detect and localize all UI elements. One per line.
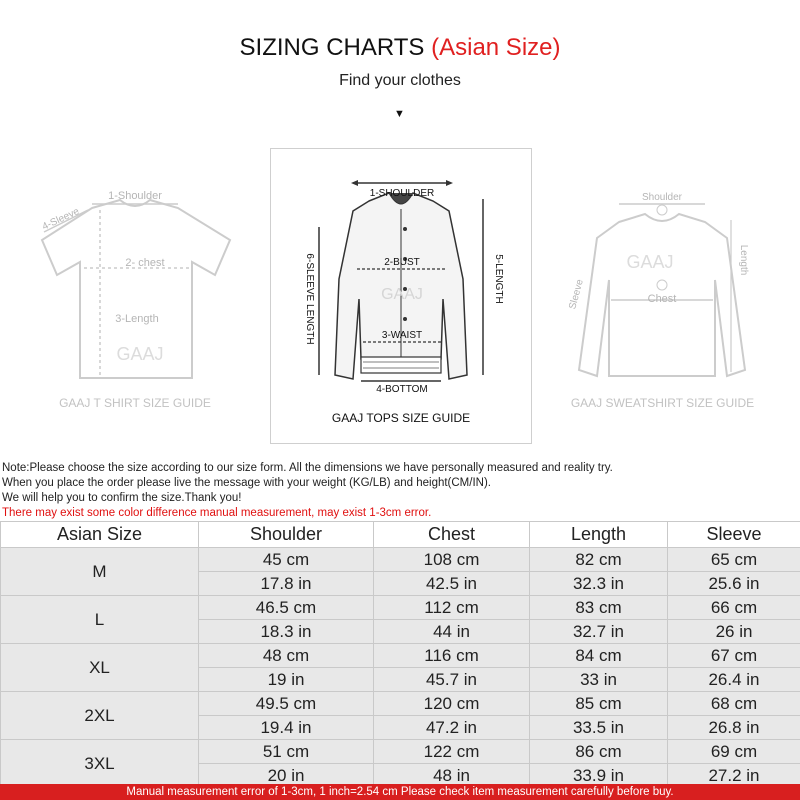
table-cell: 44 in — [374, 620, 530, 644]
sweatshirt-guide-caption: GAAJ SWEATSHIRT SIZE GUIDE — [570, 396, 755, 410]
size-table — [0, 521, 800, 788]
table-cell: 26.8 in — [668, 716, 800, 740]
tops-waist-label: 3-WAIST — [381, 330, 423, 341]
sweatshirt-brand-watermark: GAAJ — [626, 252, 674, 272]
table-cell: 68 cm — [668, 692, 800, 716]
tops-bust-label: 2-BUST — [384, 257, 420, 268]
table-cell: 51 cm — [199, 740, 374, 764]
size-cell: M — [1, 548, 199, 596]
tshirt-shoulder-label: 1-Shoulder — [108, 190, 162, 202]
tshirt-chest-label: 2- chest — [125, 257, 165, 269]
size-cell: L — [1, 596, 199, 644]
down-arrow-icon: ▼ — [394, 108, 405, 120]
table-cell: 85 cm — [530, 692, 668, 716]
title-main: SIZING CHARTS — [239, 34, 425, 61]
jacket-outline-icon — [271, 149, 531, 443]
tshirt-length-label: 3-Length — [115, 313, 159, 325]
table-cell: 69 cm — [668, 740, 800, 764]
table-cell: 84 cm — [530, 644, 668, 668]
table-cell: 33.9 in — [530, 764, 668, 788]
table-row — [1, 644, 800, 668]
table-row — [1, 740, 800, 764]
header-chest: Chest — [374, 522, 530, 548]
sweatshirt-size-guide — [555, 180, 770, 420]
tshirt-outline-icon — [30, 180, 240, 420]
tshirt-sleeve-label: 4-Sleeve — [40, 206, 82, 233]
note-line-3: We will help you to confirm the size.Thank you! — [2, 492, 242, 504]
table-cell: 65 cm — [668, 548, 800, 572]
table-cell: 32.7 in — [530, 620, 668, 644]
table-row — [1, 596, 800, 620]
notes-block — [2, 461, 798, 521]
tshirt-guide-caption: GAAJ T SHIRT SIZE GUIDE — [59, 396, 211, 410]
table-cell: 47.2 in — [374, 716, 530, 740]
table-cell: 67 cm — [668, 644, 800, 668]
size-cell: 3XL — [1, 740, 199, 788]
note-line-2: When you place the order please live the message with your weight (KG/LB) and height(CM/IN). — [2, 477, 491, 489]
table-cell: 42.5 in — [374, 572, 530, 596]
sweatshirt-sleeve-label: Sleeve — [567, 278, 586, 311]
table-header-row — [1, 522, 800, 548]
sweatshirt-length-label: Length — [738, 244, 749, 276]
table-cell: 86 cm — [530, 740, 668, 764]
table-cell: 82 cm — [530, 548, 668, 572]
table-cell: 83 cm — [530, 596, 668, 620]
tops-shoulder-label: 1-SHOULDER — [369, 188, 435, 199]
footer-banner: Manual measurement error of 1-3cm, 1 inch=2.54 cm Please check item measurement carefully before buy. — [0, 784, 800, 800]
tops-size-guide — [270, 148, 532, 444]
table-cell: 116 cm — [374, 644, 530, 668]
table-cell: 17.8 in — [199, 572, 374, 596]
table-cell: 33 in — [530, 668, 668, 692]
tops-guide-caption: GAAJ TOPS SIZE GUIDE — [331, 411, 471, 425]
sweatshirt-chest-label: Chest — [647, 293, 677, 305]
table-cell: 45.7 in — [374, 668, 530, 692]
tshirt-brand-watermark: GAAJ — [116, 344, 164, 364]
title-highlight: (Asian Size) — [431, 34, 561, 61]
table-cell: 26.4 in — [668, 668, 800, 692]
header-length: Length — [530, 522, 668, 548]
sweatshirt-outline-icon — [555, 180, 770, 420]
table-cell: 20 in — [199, 764, 374, 788]
tops-length-label: 5-LENGTH — [493, 254, 504, 304]
header-shoulder: Shoulder — [199, 522, 374, 548]
table-cell: 26 in — [668, 620, 800, 644]
table-cell: 48 in — [374, 764, 530, 788]
table-cell: 66 cm — [668, 596, 800, 620]
table-row — [1, 548, 800, 572]
table-cell: 49.5 cm — [199, 692, 374, 716]
table-cell: 19.4 in — [199, 716, 374, 740]
note-warning: There may exist some color difference manual measurement, may exist 1-3cm error. — [2, 507, 432, 519]
page-title — [0, 34, 800, 62]
page-subtitle: Find your clothes — [339, 72, 461, 89]
table-row — [1, 692, 800, 716]
table-cell: 32.3 in — [530, 572, 668, 596]
table-cell: 25.6 in — [668, 572, 800, 596]
table-cell: 18.3 in — [199, 620, 374, 644]
sweatshirt-shoulder-label: Shoulder — [641, 192, 683, 203]
table-cell: 27.2 in — [668, 764, 800, 788]
tops-sleeve-length-label: 6-SLEEVE LENGTH — [304, 253, 315, 345]
table-cell: 122 cm — [374, 740, 530, 764]
table-cell: 45 cm — [199, 548, 374, 572]
size-cell: 2XL — [1, 692, 199, 740]
tops-bottom-label: 4-BOTTOM — [376, 384, 428, 395]
table-cell: 120 cm — [374, 692, 530, 716]
header-sleeve: Sleeve — [668, 522, 800, 548]
size-cell: XL — [1, 644, 199, 692]
table-cell: 19 in — [199, 668, 374, 692]
table-cell: 108 cm — [374, 548, 530, 572]
tshirt-size-guide — [30, 180, 240, 420]
table-cell: 48 cm — [199, 644, 374, 668]
note-line-1: Note:Please choose the size according to our size form. All the dimensions we have personally measured and reality try. — [2, 462, 613, 474]
table-cell: 46.5 cm — [199, 596, 374, 620]
table-cell: 33.5 in — [530, 716, 668, 740]
tops-brand-watermark: GAAJ — [381, 286, 423, 303]
header-size: Asian Size — [1, 522, 199, 548]
table-cell: 112 cm — [374, 596, 530, 620]
